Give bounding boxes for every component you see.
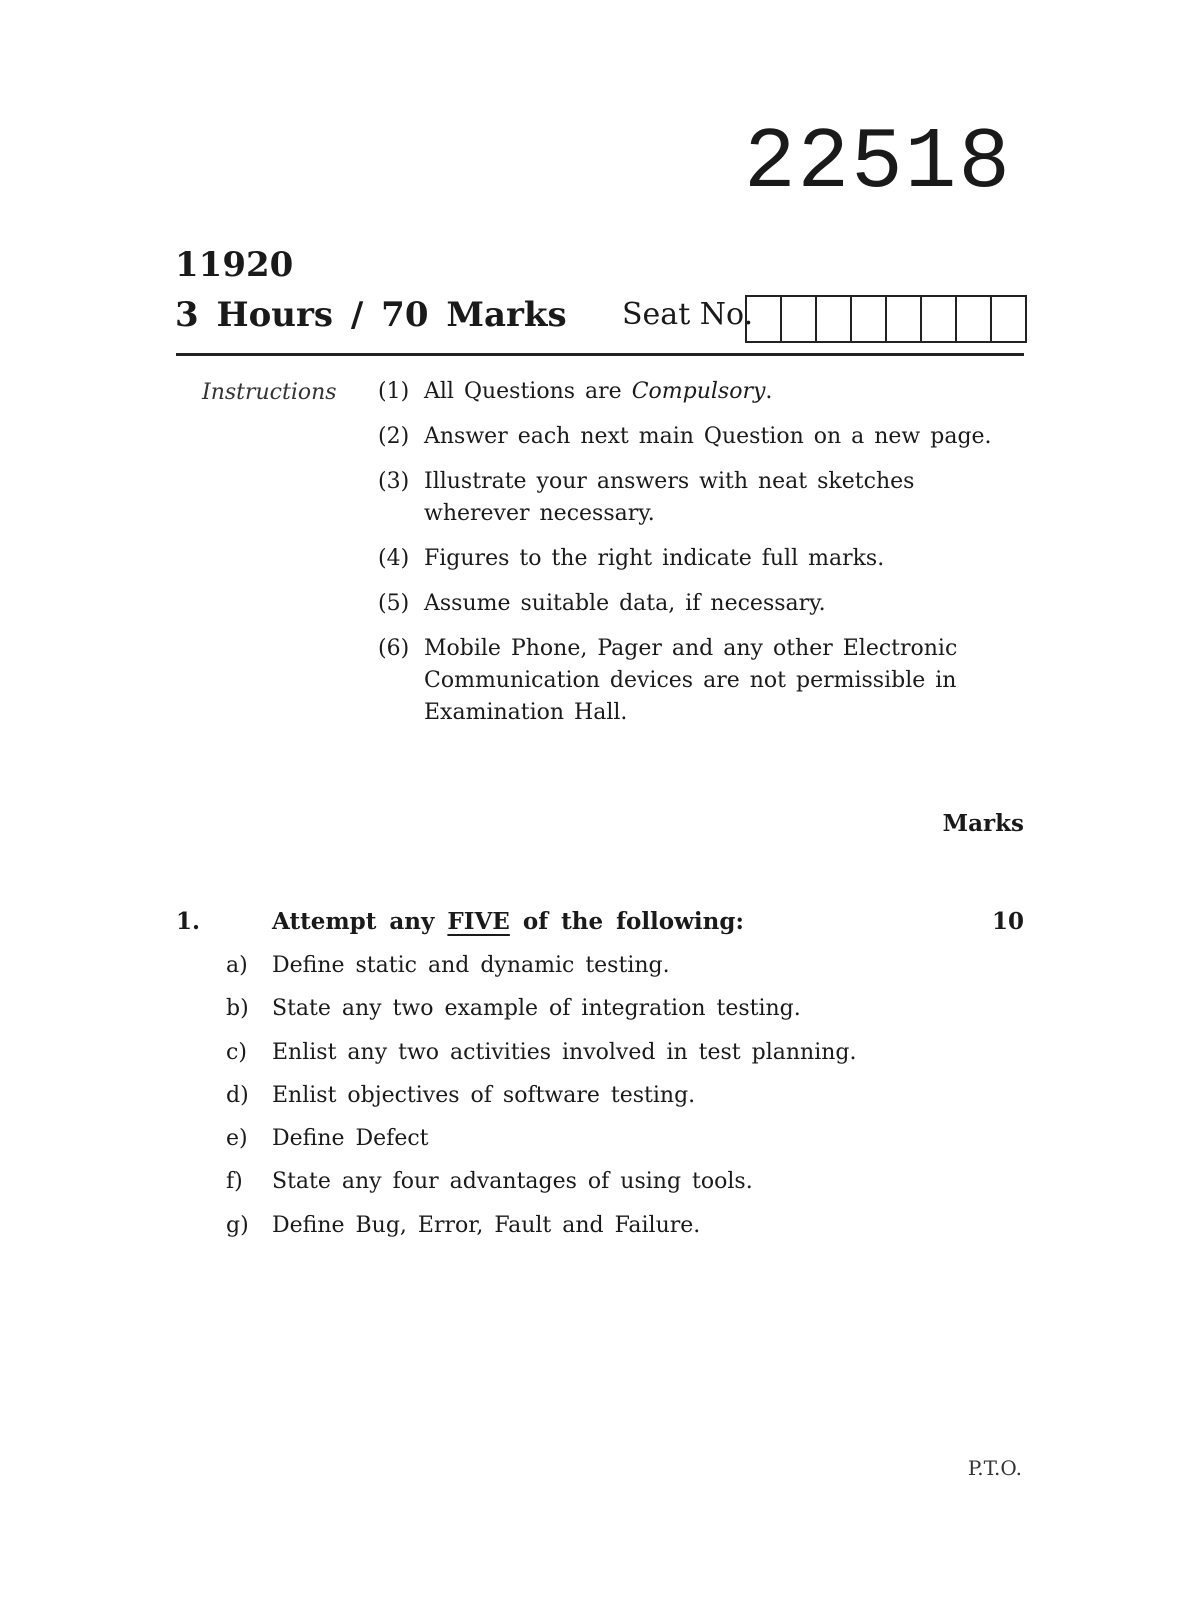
question-part [226,993,1006,1036]
instruction-text-main: Assume suitable data, if necessary. [424,591,826,616]
question-part [226,1210,1006,1253]
instructions-list [378,376,1006,742]
instruction-text-main: All Questions are [424,379,632,404]
seat-box[interactable] [957,297,992,341]
question-heading-post: of the following: [509,908,744,935]
instructions-label: Instructions [202,380,337,405]
question-part-text: State any two example of integration testing. [272,996,801,1022]
seat-number-label: Seat No. [622,297,754,332]
instruction-text [424,588,1006,620]
question-part [226,950,1006,993]
question-part [226,1080,1006,1123]
question-part-text: Define Bug, Error, Fault and Failure. [272,1212,701,1238]
question-parts-list [226,950,1006,1253]
question-part-letter: a) [226,953,248,978]
instruction-number: (4) [378,546,410,571]
instruction-text-main: Answer each next main Question on a new page. [424,424,992,449]
instruction-text [424,466,1006,530]
instruction-number: (3) [378,469,410,494]
pto-label: P.T.O. [967,1456,1022,1480]
instruction-number: (6) [378,636,410,661]
seat-box[interactable] [747,297,782,341]
question-part-text: Define static and dynamic testing. [272,953,670,978]
instruction-item [378,543,1006,575]
instruction-text-main: Figures to the right indicate full marks. [424,546,885,571]
instruction-text-main: Illustrate your answers with neat sketches wherever necessary. [424,469,915,526]
instruction-item [378,633,1006,729]
duration-marks: 3 Hours / 70 Marks [175,295,567,335]
instruction-text [424,421,1006,453]
seat-box[interactable] [852,297,887,341]
question-part-text: Define Defect [272,1126,429,1152]
instruction-text-tail: . [765,379,773,404]
question-part [226,1166,1006,1209]
instruction-text [424,543,1006,575]
instruction-item [378,421,1006,453]
instruction-text-main: Mobile Phone, Pager and any other Electronic Communication devices are not permissible in Examination Hall. [424,636,958,725]
question-part-letter: d) [226,1082,249,1108]
question-part-letter: f) [226,1169,243,1195]
instruction-text [424,376,1006,408]
instruction-text-emphasis: Compulsory [631,379,766,404]
question-part [226,1037,1006,1080]
seat-box[interactable] [887,297,922,341]
seat-number-boxes [745,295,1027,343]
header-divider [176,353,1024,356]
instruction-item [378,466,1006,530]
instruction-item [378,376,1006,408]
question-heading-emphasis: FIVE [447,908,510,935]
question-marks: 10 [991,908,1024,935]
question-part-letter: g) [226,1212,249,1238]
question-part-letter: b) [226,996,249,1022]
question-part-letter: e) [226,1126,248,1152]
instruction-number: (5) [378,591,410,616]
seat-box[interactable] [782,297,817,341]
question-heading-pre: Attempt any [272,908,448,935]
seat-box[interactable] [922,297,957,341]
question-part-letter: c) [226,1039,247,1065]
question-part [226,1123,1006,1166]
question-part-text: State any four advantages of using tools. [272,1169,753,1195]
question-number: 1. [176,908,201,935]
paper-code: 11920 [175,245,294,285]
instruction-text [424,633,1006,729]
instruction-number: (1) [378,379,410,404]
seat-box[interactable] [817,297,852,341]
question-part-text: Enlist objectives of software testing. [272,1082,696,1108]
seat-box[interactable] [992,297,1025,341]
marks-column-header: Marks [942,810,1024,837]
instruction-item [378,588,1006,620]
question-heading [272,908,744,935]
question-part-text: Enlist any two activities involved in test planning. [272,1039,857,1065]
instruction-number: (2) [378,424,410,449]
subject-code: 22518 [743,114,1012,212]
